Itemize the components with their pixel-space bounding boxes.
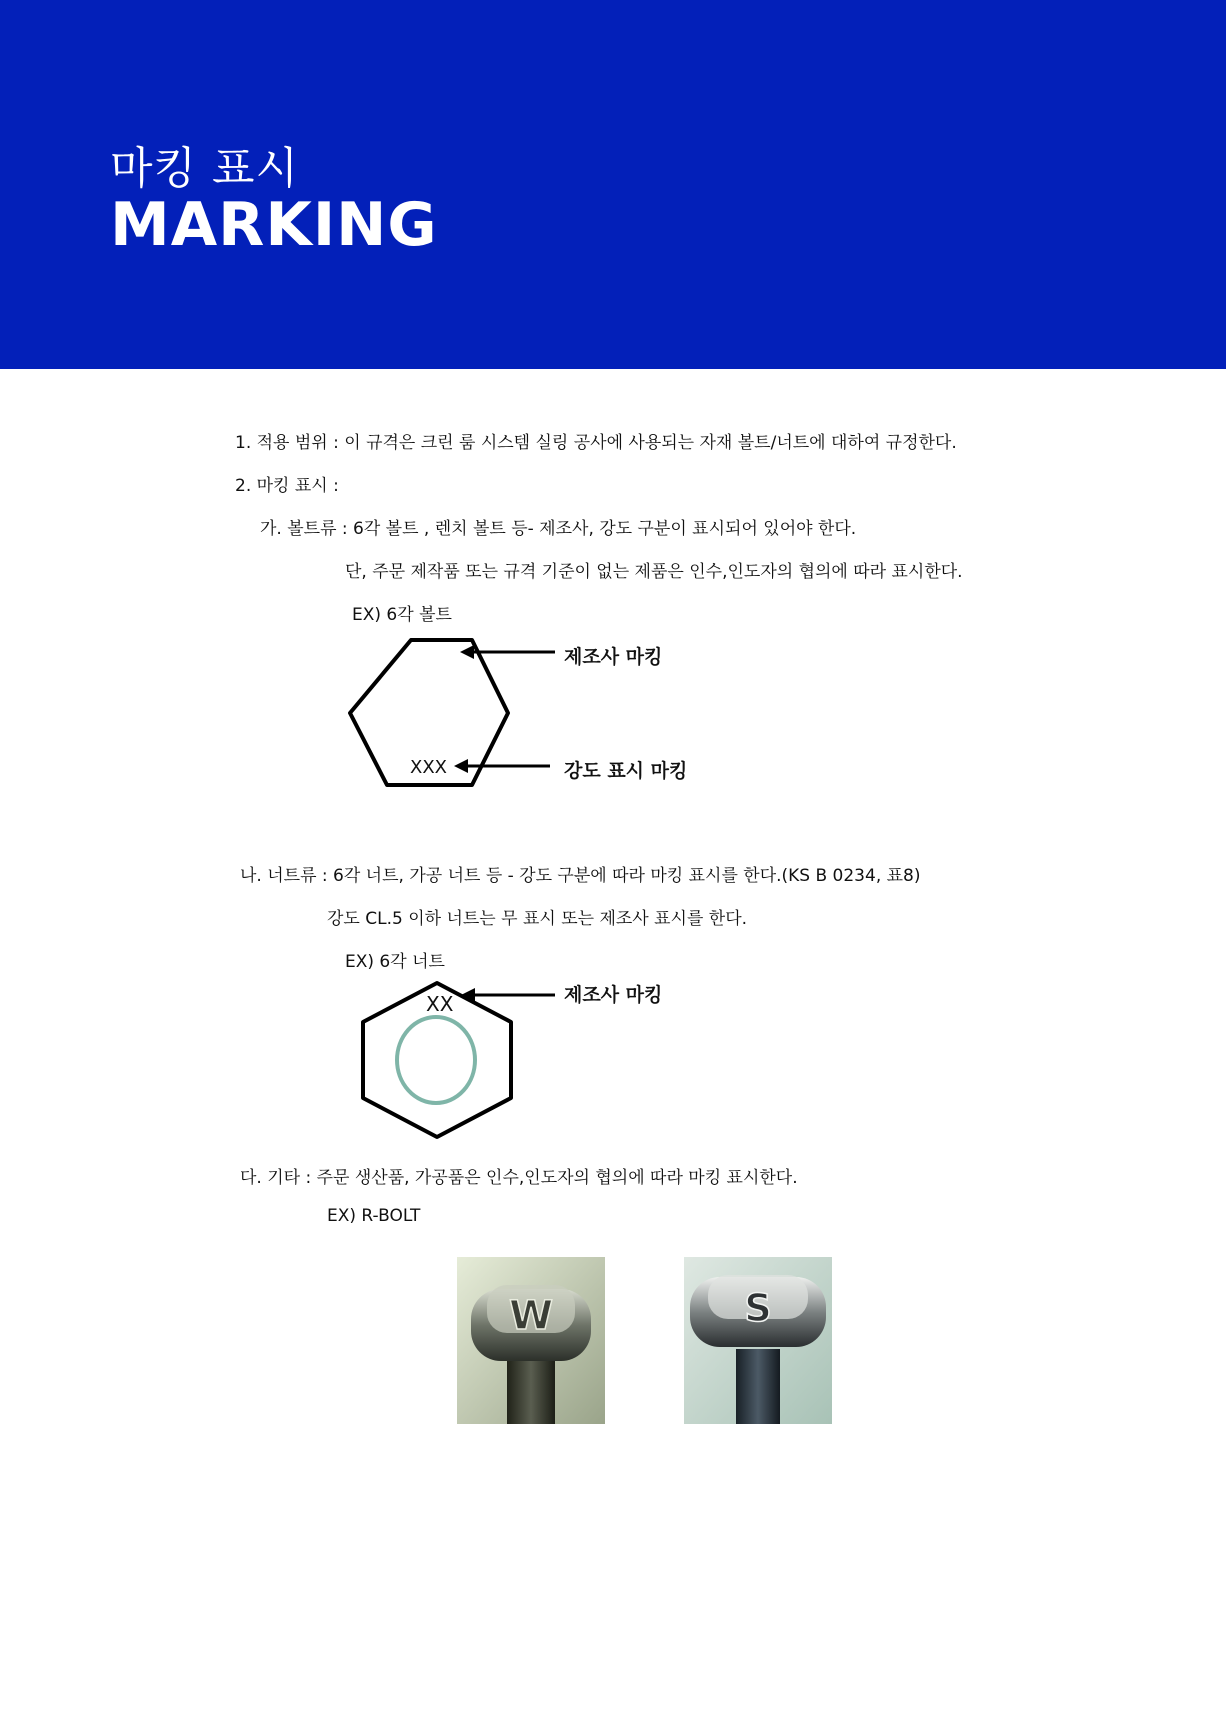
nut-manufacturer-label: 제조사 마킹 <box>564 984 663 1006</box>
nut-heading: 나. 너트류 : 6각 너트, 가공 너트 등 - 강도 구분에 따라 마킹 표시를 한다.(KS B 0234, 표8) <box>240 866 921 886</box>
bolt-heading: 가. 볼트류 : 6각 볼트 , 렌치 볼트 등- 제조사, 강도 구분이 표시되어 있어야 한다. <box>260 519 857 539</box>
nut-hexagon-diagram <box>350 975 570 1145</box>
bolt-note: 단, 주문 제작품 또는 규격 기준이 없는 제품은 인수,인도자의 협의에 따라 표시한다. <box>345 562 963 582</box>
manufacturer-arrow-head <box>460 645 474 659</box>
title-korean: 마킹 표시 <box>110 143 300 194</box>
other-heading: 다. 기타 : 주문 생산품, 가공품은 인수,인도자의 협의에 따라 마킹 표시한다. <box>240 1168 798 1188</box>
nut-note: 강도 CL.5 이하 너트는 무 표시 또는 제조사 표시를 한다. <box>327 909 748 929</box>
strength-arrow-head <box>454 759 468 773</box>
photo-s-mark: S <box>744 1286 772 1330</box>
bolt-example: EX) 6각 볼트 <box>352 605 452 625</box>
bolt-strength-label: 강도 표시 마킹 <box>564 760 688 782</box>
r-bolt-photo-s <box>684 1257 832 1424</box>
nut-example: EX) 6각 너트 <box>345 952 445 972</box>
title-english: MARKING <box>110 190 438 260</box>
bolt-manufacturer-label: 제조사 마킹 <box>564 646 663 668</box>
nut-mark: XX <box>426 992 454 1016</box>
bolt-strength-mark: XXX <box>410 757 447 778</box>
marking-heading: 2. 마킹 표시 : <box>235 476 339 496</box>
nut-hole-circle <box>397 1017 475 1103</box>
photo-w-mark: W <box>508 1293 554 1339</box>
scope-line: 1. 적용 범위 : 이 규격은 크린 룸 시스템 실링 공사에 사용되는 자재 볼트/너트에 대하여 규정한다. <box>235 433 957 453</box>
header-banner <box>0 0 1226 369</box>
r-bolt-photo-w <box>457 1257 605 1424</box>
other-example: EX) R-BOLT <box>327 1206 421 1226</box>
